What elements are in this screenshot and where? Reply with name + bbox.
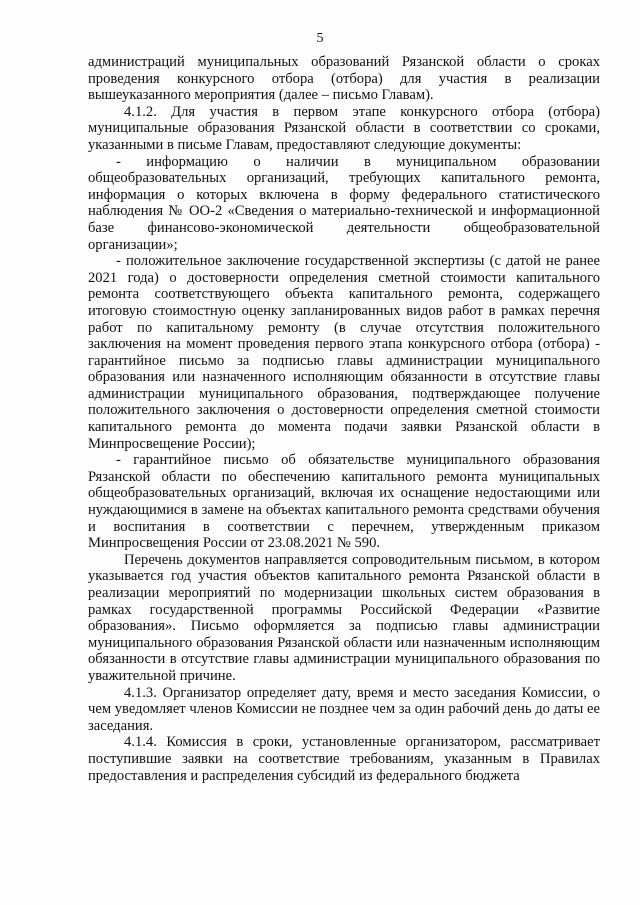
list-item-guarantee-letter: - гарантийное письмо об обязательстве муниципального образования Рязанской области по обеспечению капитального ремонта муниципальных общеобразовательных организаций, включая их оснащение недостающими или нуждающимися в замене на объектах капитального ремонта средствами обучения и воспитания в соответствии с перечнем, утвержденным приказом Минпросвещения России от 23.08.2021 № 590.	[88, 452, 600, 552]
paragraph-4-1-2: 4.1.2. Для участия в первом этапе конкурсного отбора (отбора) муниципальные образования Рязанской области в соответствии со сроками, указанными в письме Главам, предоставляют следующие документы:	[88, 103, 600, 153]
paragraph-4-1-3: 4.1.3. Организатор определяет дату, время и место заседания Комиссии, о чем уведомляет членов Комиссии не позднее чем за один рабочий день до даты ее заседания.	[88, 684, 600, 734]
paragraph-documents-list: Перечень документов направляется сопроводительным письмом, в котором указывается год участия объектов капитального ремонта Рязанской области в реализации мероприятий по модернизации школьных систем образования в рамках государственной программы Российской Федерации «Развитие образования». Письмо оформляется за подписью главы администрации муниципального образования Рязанской области или назначенным исполняющим обязанности в отсутствие главы администрации муниципального образования по уважительной причине.	[88, 551, 600, 684]
document-body	[88, 54, 600, 784]
page-number: 5	[316, 31, 324, 46]
paragraph-continuation: администраций муниципальных образований Рязанской области о сроках проведения конкурсного отбора (отбора) для участия в реализации вышеуказанного мероприятия (далее – письмо Главам).	[88, 54, 600, 104]
paragraph-4-1-4: 4.1.4. Комиссия в сроки, установленные организатором, рассматривает поступившие заявки на соответствие требованиям, указанным в Правилах предоставления и распределения субсидий из федерального бюджета	[88, 734, 600, 784]
list-item-information: - информацию о наличии в муниципальном образовании общеобразовательных организаций, требующих капитального ремонта, информация о которых включена в форму федерального статистического наблюдения № ОО-2 «Сведения о материально-технической и информационной базе финансово-экономической деятельности общеобразовательной организации»;	[88, 153, 600, 253]
list-item-expertise-conclusion: - положительное заключение государственной экспертизы (с датой не ранее 2021 года) о достоверности определения сметной стоимости капитального ремонта соответствующего объекта капитального ремонта, содержащего итоговую стоимостную оценку запланированных видов работ в рамках перечня работ по капитальному ремонту (в случае отсутствия положительного заключения на момент проведения первого этапа конкурсного отбора (отбора) - гарантийное письмо за подписью главы администрации муниципального образования или назначенного исполняющим обязанности в отсутствие главы администрации муниципального образования, подтверждающее получение положительного заключения о достоверности определения сметной стоимости капитального ремонта до момента подачи заявки Рязанской области в Минпросвещение России);	[88, 253, 600, 452]
